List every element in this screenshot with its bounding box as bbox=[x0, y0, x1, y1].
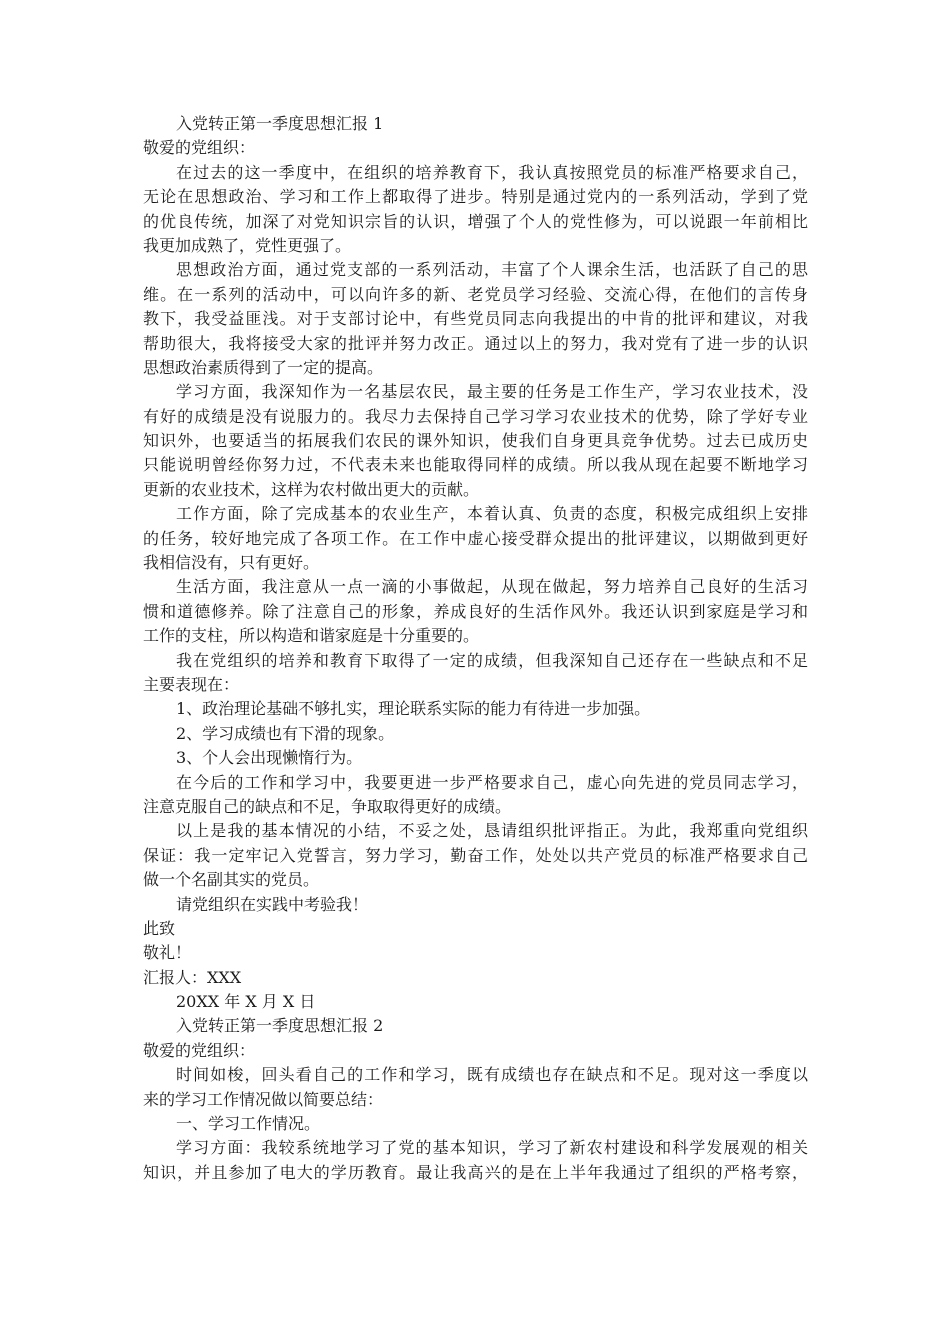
text-line: 汇报人：XXX bbox=[143, 967, 242, 987]
text-line: 的优良传统，加深了对党知识宗旨的认识，增强了个人的党性修为，可以说跟一年前相比 bbox=[143, 211, 808, 231]
text-line: 知识外，也要适当的拓展我们农民的课外知识，使我们自身更具竞争优势。过去已成历史 bbox=[143, 431, 808, 451]
text-line: 工作方面，除了完成基本的农业生产，本着认真、负责的态度，积极完成组织上安排 bbox=[176, 504, 808, 524]
text-line: 3、个人会出现懒惰行为。 bbox=[176, 748, 363, 768]
text-line: 敬礼！ bbox=[143, 943, 192, 963]
text-line: 工作的支柱，所以构造和谐家庭是十分重要的。 bbox=[143, 626, 480, 646]
text-line: 一、学习工作情况。 bbox=[176, 1114, 321, 1134]
text-line: 来的学习工作情况做以简要总结： bbox=[143, 1089, 384, 1109]
text-line: 做一个名副其实的党员。 bbox=[143, 870, 320, 890]
text-line: 学习方面：我较系统地学习了党的基本知识，学习了新农村建设和科学发展观的相关 bbox=[176, 1138, 808, 1158]
text-line: 2、学习成绩也有下滑的现象。 bbox=[176, 723, 395, 743]
text-line: 教下，我受益匪浅。对于支部讨论中，有些党员同志向我提出的中肯的批评和建议，对我 bbox=[143, 309, 808, 329]
text-line: 20XX 年 X 月 X 日 bbox=[176, 992, 316, 1012]
text-line: 主要表现在： bbox=[143, 674, 240, 694]
text-line: 在今后的工作和学习中，我要更进一步严格要求自己，虚心向先进的党员同志学习， bbox=[176, 772, 808, 792]
text-line: 在过去的这一季度中，在组织的培养教育下，我认真按照党员的标准严格要求自己， bbox=[176, 162, 808, 182]
text-line: 此致 bbox=[143, 918, 176, 938]
text-line: 我在党组织的培养和教育下取得了一定的成绩，但我深知自己还存在一些缺点和不足 bbox=[176, 650, 808, 670]
text-line: 无论在思想政治、学习和工作上都取得了进步。特别是通过党内的一系列活动，学到了党 bbox=[143, 187, 808, 207]
document-title: 入党转正第一季度思想汇报 1 bbox=[176, 114, 384, 133]
text-line: 只能说明曾经你努力过，不代表未来也能取得同样的成绩。所以我从现在起要不断地学习 bbox=[143, 455, 808, 475]
text-line: 敬爱的党组织： bbox=[143, 1040, 256, 1060]
text-line: 惯和道德修养。除了注意自己的形象，养成良好的生活作风外。我还认识到家庭是学习和 bbox=[143, 601, 808, 621]
text-line: 维。在一系列的活动中，可以向许多的新、老党员学习经验、交流心得，在他们的言传身 bbox=[143, 284, 808, 304]
text-line: 我相信没有，只有更好。 bbox=[143, 553, 320, 573]
text-line: 时间如梭，回头看自己的工作和学习，既有成绩也存在缺点和不足。现对这一季度以 bbox=[176, 1065, 808, 1085]
text-line: 保证：我一定牢记入党誓言，努力学习，勤奋工作，处处以共产党员的标准严格要求自己 bbox=[143, 845, 808, 865]
document-page bbox=[0, 112, 950, 1185]
text-line: 我更加成熟了，党性更强了。 bbox=[143, 235, 352, 255]
text-line: 知识，并且参加了电大的学历教育。最让我高兴的是在上半年我通过了组织的严格考察， bbox=[143, 1162, 808, 1182]
text-line: 注意克服自己的缺点和不足，争取取得更好的成绩。 bbox=[143, 796, 512, 816]
text-line: 生活方面，我注意从一点一滴的小事做起，从现在做起，努力培养自己良好的生活习 bbox=[176, 577, 808, 597]
text-line: 帮助很大，我将接受大家的批评并努力改正。通过以上的努力，我对党有了进一步的认识 bbox=[143, 333, 808, 353]
text-line: 学习方面，我深知作为一名基层农民，最主要的任务是工作生产，学习农业技术，没 bbox=[176, 382, 808, 402]
text-line: 敬爱的党组织： bbox=[143, 138, 256, 158]
text-line: 思想政治方面，通过党支部的一系列活动，丰富了个人课余生活，也活跃了自己的思 bbox=[176, 260, 808, 280]
text-line: 思想政治素质得到了一定的提高。 bbox=[143, 357, 384, 377]
text-line: 以上是我的基本情况的小结，不妥之处，恳请组织批评指正。为此，我郑重向党组织 bbox=[176, 821, 808, 841]
document-title: 入党转正第一季度思想汇报 2 bbox=[176, 1016, 384, 1036]
text-line: 1、政治理论基础不够扎实，理论联系实际的能力有待进一步加强。 bbox=[176, 699, 651, 719]
text-line: 更新的农业技术，这样为农村做出更大的贡献。 bbox=[143, 479, 480, 499]
text-line: 的任务，较好地完成了各项工作。在工作中虚心接受群众提出的批评建议，以期做到更好 bbox=[143, 528, 808, 548]
text-line: 请党组织在实践中考验我！ bbox=[176, 894, 369, 914]
text-line: 有好的成绩是没有说服力的。我尽力去保持自己学习学习农业技术的优势，除了学好专业 bbox=[143, 406, 808, 426]
